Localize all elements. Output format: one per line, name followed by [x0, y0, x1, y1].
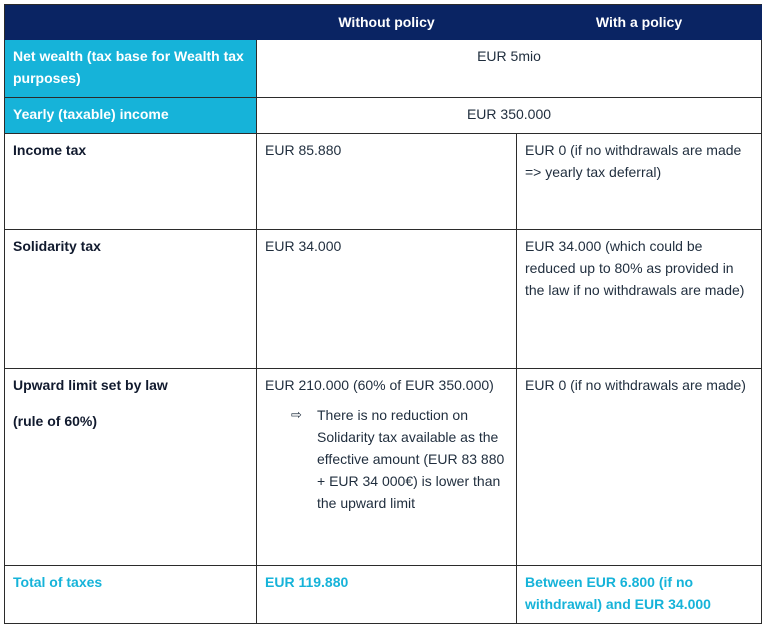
income-row — [4, 98, 762, 134]
upward-limit-without-cell — [257, 369, 517, 566]
header-row — [4, 4, 762, 40]
income-value: EUR 350.000 — [257, 98, 762, 134]
upward-limit-with: EUR 0 (if no withdrawals are made) — [517, 369, 762, 566]
upward-limit-label-cell — [4, 369, 257, 566]
net-wealth-row — [4, 40, 762, 98]
total-row — [4, 566, 762, 624]
right-arrow-icon: ⇨ — [291, 407, 302, 422]
tax-comparison-table — [4, 4, 762, 624]
upward-limit-row — [4, 369, 762, 566]
upward-limit-without: EUR 210.000 (60% of EUR 350.000) — [265, 377, 494, 393]
income-tax-label: Income tax — [4, 134, 257, 230]
solidarity-tax-without: EUR 34.000 — [257, 230, 517, 369]
total-without: EUR 119.880 — [257, 566, 517, 624]
income-tax-without: EUR 85.880 — [257, 134, 517, 230]
header-with-policy: With a policy — [517, 4, 762, 40]
income-label: Yearly (taxable) income — [4, 98, 257, 134]
upward-limit-label: Upward limit set by law — [13, 377, 168, 393]
net-wealth-value: EUR 5mio — [257, 40, 762, 98]
solidarity-tax-row — [4, 230, 762, 369]
net-wealth-label: Net wealth (tax base for Wealth tax purposes) — [4, 40, 257, 98]
income-tax-row — [4, 134, 762, 230]
upward-limit-note-text: There is no reduction on Solidarity tax available as the effective amount (EUR 83 880 + EUR 34 000€) is lower than the upward limit — [317, 407, 505, 511]
total-with: Between EUR 6.800 (if no withdrawal) and EUR 34.000 — [517, 566, 762, 624]
solidarity-tax-label: Solidarity tax — [4, 230, 257, 369]
upward-limit-note — [265, 404, 508, 514]
income-tax-with: EUR 0 (if no withdrawals are made => yearly tax deferral) — [517, 134, 762, 230]
upward-limit-sublabel: (rule of 60%) — [13, 413, 98, 429]
total-label: Total of taxes — [4, 566, 257, 624]
header-empty-cell — [4, 4, 257, 40]
solidarity-tax-with: EUR 34.000 (which could be reduced up to 80% as provided in the law if no withdrawals are made) — [517, 230, 762, 369]
header-without-policy: Without policy — [257, 4, 517, 40]
